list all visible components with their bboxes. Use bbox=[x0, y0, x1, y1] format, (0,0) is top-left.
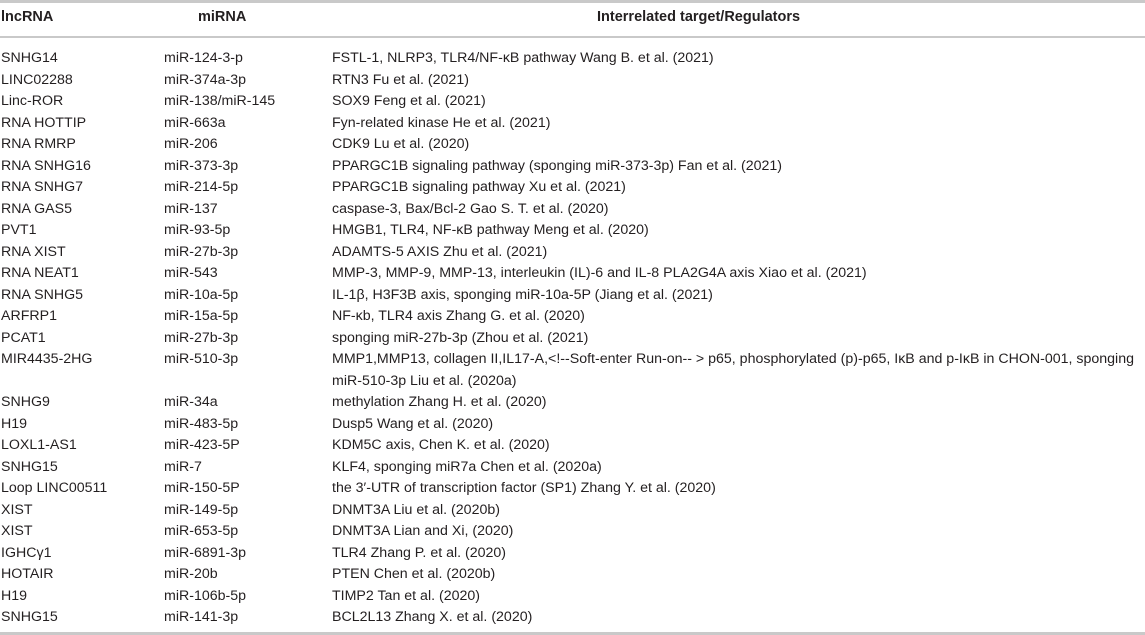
cell-lncrna: H19 bbox=[1, 415, 28, 432]
cell-lncrna: XIST bbox=[1, 523, 33, 539]
header-rule bbox=[0, 36, 1145, 38]
cell-lncrna: MIR4435-2HG bbox=[1, 351, 93, 367]
table-row bbox=[0, 500, 1145, 522]
cell-mirna: miR-137 bbox=[164, 200, 218, 217]
cell-mirna: miR-510-3p bbox=[164, 351, 239, 367]
table-row bbox=[0, 457, 1145, 479]
cell-lncrna: RNA NEAT1 bbox=[1, 265, 79, 281]
cell-lncrna: LINC02288 bbox=[1, 71, 73, 88]
cell-mirna: miR-543 bbox=[164, 265, 218, 281]
cell-target: the 3′-UTR of transcription factor (SP1) Zhang Y. et al. (2020) bbox=[332, 480, 716, 496]
cell-lncrna: RNA HOTTIP bbox=[1, 114, 87, 131]
cell-target: sponging miR-27b-3p (Zhou et al. (2021) bbox=[332, 329, 589, 346]
cell-mirna: miR-34a bbox=[164, 394, 218, 410]
table-row bbox=[0, 242, 1145, 264]
cell-target: DNMT3A Liu et al. (2020b) bbox=[332, 501, 500, 518]
table-row bbox=[0, 349, 1145, 392]
cell-lncrna: RNA GAS5 bbox=[1, 200, 72, 217]
header-target: Interrelated target/Regulators bbox=[597, 9, 801, 25]
header-mirna: miRNA bbox=[198, 9, 247, 25]
cell-target: SOX9 Feng et al. (2021) bbox=[332, 93, 486, 109]
table-row bbox=[0, 220, 1145, 242]
table-row bbox=[0, 91, 1145, 113]
cell-mirna: miR-93-5p bbox=[164, 222, 231, 238]
cell-mirna: miR-373-3p bbox=[164, 157, 239, 174]
cell-mirna: miR-214-5p bbox=[164, 179, 239, 195]
cell-target: NF-κb, TLR4 axis Zhang G. et al. (2020) bbox=[332, 308, 585, 324]
table-row bbox=[0, 478, 1145, 500]
cell-mirna: miR-27b-3p bbox=[164, 329, 239, 346]
cell-mirna: miR-7 bbox=[164, 458, 202, 475]
cell-lncrna: RNA XIST bbox=[1, 243, 66, 260]
cell-mirna: miR-138/miR-145 bbox=[164, 93, 276, 109]
table-row bbox=[0, 435, 1145, 457]
table-row bbox=[0, 564, 1145, 586]
cell-lncrna: PVT1 bbox=[1, 222, 37, 238]
cell-mirna: miR-150-5P bbox=[164, 480, 240, 496]
table-row bbox=[0, 285, 1145, 307]
cell-target: MMP1,MMP13, collagen II,IL17-A,<!--Soft-enter Run-on-- > p65, phosphorylated (p)-p65, IκB and p-IκB in CHON-001, sponging miR-510-3p Liu et al. (2020a) bbox=[332, 351, 1134, 389]
cell-lncrna: LOXL1-AS1 bbox=[1, 437, 77, 453]
cell-mirna: miR-10a-5p bbox=[164, 286, 239, 303]
cell-mirna: miR-141-3p bbox=[164, 609, 239, 625]
cell-mirna: miR-423-5P bbox=[164, 437, 240, 453]
cell-lncrna: SNHG15 bbox=[1, 458, 58, 475]
cell-mirna: miR-15a-5p bbox=[164, 308, 239, 324]
cell-mirna: miR-663a bbox=[164, 114, 226, 131]
cell-lncrna: Loop LINC00511 bbox=[1, 480, 108, 496]
cell-target: caspase-3, Bax/Bcl-2 Gao S. T. et al. (2020) bbox=[332, 200, 609, 217]
cell-lncrna: H19 bbox=[1, 587, 28, 604]
table-row bbox=[0, 392, 1145, 414]
table-header bbox=[0, 9, 1145, 29]
cell-lncrna: Linc-ROR bbox=[1, 93, 64, 109]
cell-lncrna: SNHG15 bbox=[1, 609, 58, 625]
table-row bbox=[0, 113, 1145, 135]
table-row bbox=[0, 306, 1145, 328]
cell-target: Fyn-related kinase He et al. (2021) bbox=[332, 114, 551, 131]
cell-target: PTEN Chen et al. (2020b) bbox=[332, 566, 496, 582]
cell-target: methylation Zhang H. et al. (2020) bbox=[332, 394, 547, 410]
cell-mirna: miR-20b bbox=[164, 566, 218, 582]
cell-mirna: miR-374a-3p bbox=[164, 71, 247, 88]
table-body bbox=[0, 48, 1145, 629]
table-row bbox=[0, 263, 1145, 285]
cell-lncrna: RNA SNHG7 bbox=[1, 179, 83, 195]
cell-lncrna: RNA SNHG16 bbox=[1, 157, 91, 174]
cell-target: RTN3 Fu et al. (2021) bbox=[332, 71, 469, 88]
cell-mirna: miR-483-5p bbox=[164, 415, 239, 432]
cell-lncrna: ARFRP1 bbox=[1, 308, 57, 324]
cell-lncrna: RNA SNHG5 bbox=[1, 286, 83, 303]
cell-lncrna: SNHG14 bbox=[1, 50, 58, 66]
table-row bbox=[0, 607, 1145, 629]
table-row bbox=[0, 414, 1145, 436]
table-row bbox=[0, 328, 1145, 350]
table-row bbox=[0, 48, 1145, 70]
cell-target: TIMP2 Tan et al. (2020) bbox=[332, 587, 480, 604]
header-lncrna: lncRNA bbox=[1, 9, 54, 25]
cell-lncrna: PCAT1 bbox=[1, 329, 46, 346]
cell-target: PPARGC1B signaling pathway (sponging miR-373-3p) Fan et al. (2021) bbox=[332, 157, 783, 174]
table-row bbox=[0, 134, 1145, 156]
cell-target: KDM5C axis, Chen K. et al. (2020) bbox=[332, 437, 550, 453]
cell-target: CDK9 Lu et al. (2020) bbox=[332, 136, 470, 152]
cell-mirna: miR-6891-3p bbox=[164, 544, 247, 561]
table-row bbox=[0, 199, 1145, 221]
cell-mirna: miR-124-3-p bbox=[164, 50, 243, 66]
cell-target: BCL2L13 Zhang X. et al. (2020) bbox=[332, 609, 533, 625]
cell-mirna: miR-206 bbox=[164, 136, 218, 152]
cell-target: HMGB1, TLR4, NF-κB pathway Meng et al. (2020) bbox=[332, 222, 649, 238]
table-row bbox=[0, 177, 1145, 199]
cell-target: DNMT3A Lian and Xi, (2020) bbox=[332, 523, 514, 539]
cell-target: KLF4, sponging miR7a Chen et al. (2020a) bbox=[332, 458, 602, 475]
cell-mirna: miR-27b-3p bbox=[164, 243, 239, 260]
cell-mirna: miR-149-5p bbox=[164, 501, 239, 518]
cell-lncrna: SNHG9 bbox=[1, 394, 50, 410]
cell-target: ADAMTS-5 AXIS Zhu et al. (2021) bbox=[332, 243, 548, 260]
cell-target: IL-1β, H3F3B axis, sponging miR-10a-5P (Jiang et al. (2021) bbox=[332, 286, 713, 303]
table-row bbox=[0, 156, 1145, 178]
cell-lncrna: HOTAIR bbox=[1, 566, 54, 582]
cell-lncrna: RNA RMRP bbox=[1, 136, 76, 152]
cell-target: FSTL-1, NLRP3, TLR4/NF-κB pathway Wang B. et al. (2021) bbox=[332, 50, 714, 66]
table-row bbox=[0, 521, 1145, 543]
cell-target: PPARGC1B signaling pathway Xu et al. (2021) bbox=[332, 179, 626, 195]
table-row bbox=[0, 543, 1145, 565]
table-row bbox=[0, 586, 1145, 608]
cell-target: MMP-3, MMP-9, MMP-13, interleukin (IL)-6 and IL-8 PLA2G4A axis Xiao et al. (2021) bbox=[332, 265, 867, 281]
cell-lncrna: XIST bbox=[1, 501, 33, 518]
cell-mirna: miR-653-5p bbox=[164, 523, 239, 539]
cell-target: Dusp5 Wang et al. (2020) bbox=[332, 415, 494, 432]
cell-target: TLR4 Zhang P. et al. (2020) bbox=[332, 544, 507, 561]
table-row bbox=[0, 70, 1145, 92]
cell-lncrna: IGHCγ1 bbox=[1, 544, 52, 561]
top-rule bbox=[0, 0, 1145, 3]
cell-mirna: miR-106b-5p bbox=[164, 587, 247, 604]
